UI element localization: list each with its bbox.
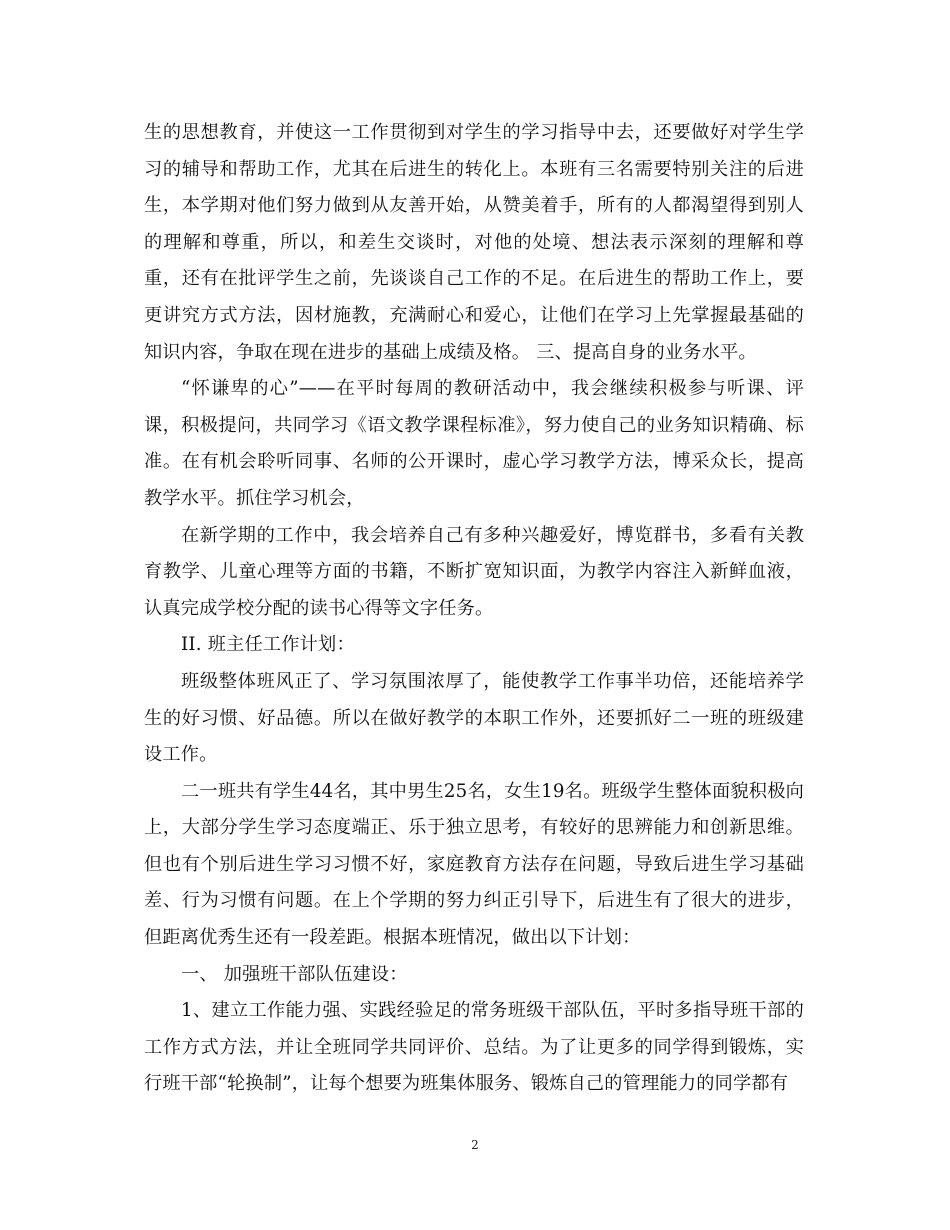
paragraph-6: 1、建立工作能力强、实践经验足的常务班级干部队伍，平时多指导班干部的工作方式方法，并让全班同学共同评价、总结。为了让更多的同学得到锻炼，实行班干部“轮换制”，让每个想要为班集体服务、锻炼自己的管理能力的同学都有: [144, 1000, 804, 1095]
paragraph-3: 在新学期的工作中，我会培养自己有多种兴趣爱好，博览群书，多看有关教育教学、儿童心理等方面的书籍，不断扩宽知识面，为教学内容注入新鲜血液，认真完成学校分配的读书心得等文字任务。: [144, 524, 804, 619]
page-number: 2: [471, 1138, 479, 1152]
section-heading-class-cadres: 一、 加强班干部队伍建设：: [181, 963, 408, 985]
paragraph-5: 二一班共有学生44名，其中男生25名，女生19名。班级学生整体面貌积极向上，大部分学生学习态度端正、乐于独立思考，有较好的思辨能力和创新思维。但也有个别后进生学习习惯不好，家庭教育方法存在问题，导致后进生学习基础差、行为习惯有问题。在上个学期的努力纠正引导下，后进生有了很大的进步，但距离优秀生还有一段差距。根据本班情况，做出以下计划：: [144, 780, 804, 949]
paragraph-4: 班级整体班风正了、学习氛围浓厚了，能使教学工作事半功倍，还能培养学生的好习惯、好品德。所以在做好教学的本职工作外，还要抓好二一班的班级建设工作。: [144, 670, 804, 766]
section-heading-class-teacher-plan: II. 班主任工作计划：: [181, 634, 355, 656]
document-body: [144, 115, 804, 1103]
paragraph-1: 生的思想教育，并使这一工作贯彻到对学生的学习指导中去，还要做好对学生学习的辅导和帮助工作，尤其在后进生的转化上。本班有三名需要特别关注的后进生，本学期对他们努力做到从友善开始，从赞美着手，所有的人都渴望得到别人的理解和尊重，所以，和差生交谈时，对他的处境、想法表示深刻的理解和尊重，还有在批评学生之前，先谈谈自己工作的不足。在后进生的帮助工作上，要更讲究方式方法，因材施教，充满耐心和爱心，让他们在学习上先掌握最基础的知识内容，争取在现在进步的基础上成绩及格。 三、提高自身的业务水平。: [144, 122, 804, 363]
paragraph-2: “怀谦卑的心”——在平时每周的教研活动中，我会继续积极参与听课、评课，积极提问，共同学习《语文教学课程标准》，努力使自己的业务知识精确、标准。在有机会聆听同事、名师的公开课时，虚心学习教学方法，博采众长，提高教学水平。抓住学习机会，: [144, 378, 804, 509]
